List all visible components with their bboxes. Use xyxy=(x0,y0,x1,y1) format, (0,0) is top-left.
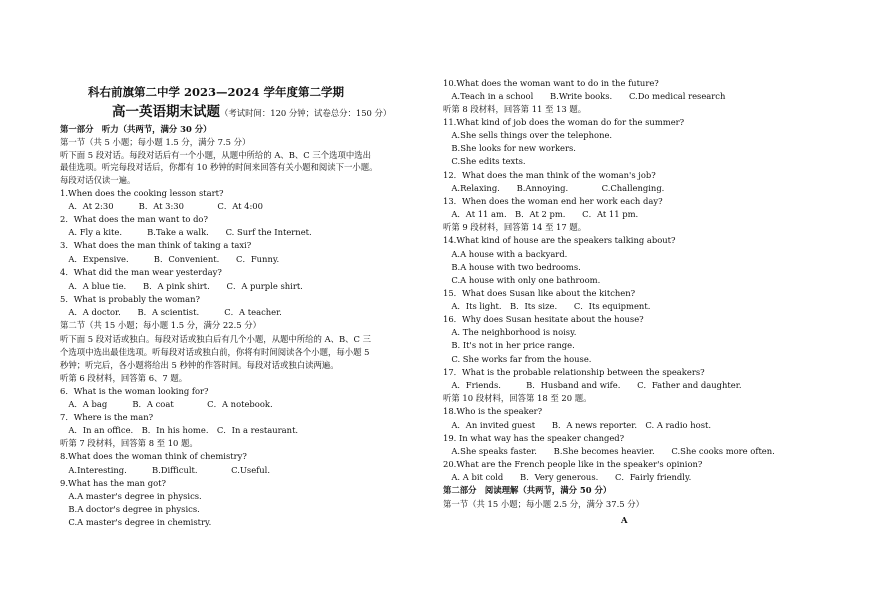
passage-note: 听第 7 段材料，回答第 8 至 10 题。 xyxy=(60,438,198,448)
answer-option: C. She works far from the house. xyxy=(443,354,592,364)
answer-options: A．A bag B．A coat C．A notebook. xyxy=(60,399,273,409)
instruction-line: 秒钟；听完后，各小题将给出 5 秒钟的作答时间。每段对话或独白读两遍。 xyxy=(60,360,339,370)
answer-options: A.Teach in a school B.Write books. C.Do medical research xyxy=(443,91,726,101)
passage-note: 听第 6 段材料，回答第 6、7 题。 xyxy=(60,373,188,383)
answer-options: A．A doctor. B．A scientist. C．A teacher. xyxy=(60,307,282,317)
answer-options: A．At 11 am. B．At 2 pm. C．At 11 pm. xyxy=(443,209,639,219)
question-text: 15．What does Susan like about the kitchen? xyxy=(443,288,636,298)
question-text: 13．When does the woman end her work each day? xyxy=(443,196,663,206)
answer-options: A. A bit cold B．Very generous. C．Fairly friendly. xyxy=(443,472,692,482)
exam-title-text: 高一英语期末试题 xyxy=(112,104,220,120)
question-text: 17．What is the probable relationship between the speakers? xyxy=(443,367,705,377)
question-text: 19. In what way has the speaker changed? xyxy=(443,433,625,443)
answer-options: A．Expensive. B．Convenient. C．Funny. xyxy=(60,254,280,264)
answer-options: A. Fly a kite. B.Take a walk. C. Surf the Internet. xyxy=(60,227,312,237)
question-text: 18.Who is the speaker? xyxy=(443,406,543,416)
answer-option: C.A master's degree in chemistry. xyxy=(60,517,212,527)
section-subheading: 第二节（共 15 小题；每小题 1.5 分，满分 22.5 分） xyxy=(60,320,261,330)
instruction-line: 每段对话仅读一遍。 xyxy=(60,175,136,185)
question-text: 6．What is the woman looking for? xyxy=(60,386,209,396)
answer-option: B.She looks for new workers. xyxy=(443,143,576,153)
question-text: 20.What are the French people like in the speaker's opinion? xyxy=(443,459,703,469)
answer-option: A. The neighborhood is noisy. xyxy=(443,327,577,337)
section-subheading: 第一节（共 15 小题；每小题 2.5 分，满分 37.5 分） xyxy=(443,499,644,509)
answer-options: A．Its light. B．Its size. C．Its equipment. xyxy=(443,301,651,311)
school-title: 科右前旗第二中学 2023—2024 学年度第二学期 xyxy=(88,85,345,99)
answer-options: A．At 2:30 B．At 3:30 C．At 4:00 xyxy=(60,201,263,211)
passage-note: 听第 10 段材料，回答第 18 至 20 题。 xyxy=(443,393,592,403)
answer-option: B.A house with two bedrooms. xyxy=(443,262,581,272)
answer-option: A.A master's degree in physics. xyxy=(60,491,202,501)
answer-options: A．A blue tie. B．A pink shirt. C．A purple shirt. xyxy=(60,281,303,291)
answer-option: A.She sells things over the telephone. xyxy=(443,130,613,140)
section-heading: 第一部分 听力（共两节，满分 30 分） xyxy=(60,124,212,134)
question-text: 5．What is probably the woman? xyxy=(60,294,200,304)
question-text: 10.What does the woman want to do in the future? xyxy=(443,78,659,88)
instruction-line: 个选项中选出最佳选项。听每段对话或独白前，你将有时间阅读各个小题，每小题 5 xyxy=(60,347,370,357)
question-text: 3．What does the man think of taking a taxi? xyxy=(60,240,252,250)
question-text: 7．Where is the man? xyxy=(60,412,154,422)
answer-options: A.Relaxing. B.Annoying. C.Challenging. xyxy=(443,183,665,193)
answer-options: A．An invited guest B．A news reporter. C. A radio host. xyxy=(443,420,712,430)
instruction-line: 最佳选项。听完每段对话后，你都有 10 秒钟的时间来回答有关小题和阅读下一小题。 xyxy=(60,162,378,172)
question-text: 1.When does the cooking lesson start? xyxy=(60,188,224,198)
passage-label: A xyxy=(621,515,628,525)
instruction-line: 听下面 5 段对话或独白。每段对话或独白后有几个小题，从题中所给的 A、B、C 三 xyxy=(60,334,371,344)
question-text: 4．What did the man wear yesterday? xyxy=(60,267,222,277)
answer-options: A.Interesting. B.Difficult. C.Useful. xyxy=(60,465,270,475)
question-text: 16．Why does Susan hesitate about the house? xyxy=(443,314,644,324)
passage-note: 听第 8 段材料，回答第 11 至 13 题。 xyxy=(443,104,587,114)
section-heading: 第二部分 阅读理解（共两节，满分 50 分） xyxy=(443,485,612,495)
answer-options: A.She speaks faster. B.She becomes heavier. C.She cooks more often. xyxy=(443,446,775,456)
answer-options: A．In an office. B．In his home. C．In a restaurant. xyxy=(60,425,299,435)
question-text: 11.What kind of job does the woman do for the summer? xyxy=(443,117,685,127)
question-text: 14.What kind of house are the speakers talking about? xyxy=(443,235,676,245)
question-text: 12．What does the man think of the woman's job? xyxy=(443,170,656,180)
answer-options: A．Friends. B．Husband and wife. C．Father and daughter. xyxy=(443,380,742,390)
exam-title xyxy=(112,104,391,121)
question-text: 8.What does the woman think of chemistry? xyxy=(60,451,247,461)
question-text: 2．What does the man want to do? xyxy=(60,214,208,224)
instruction-line: 听下面 5 段对话。每段对话后有一个小题，从题中所给的 A、B、C 三个选项中选出 xyxy=(60,150,371,160)
answer-option: C.She edits texts. xyxy=(443,156,526,166)
answer-option: B. It's not in her price range. xyxy=(443,340,575,350)
exam-note: （考试时间：120 分钟；试卷总分：150 分） xyxy=(220,108,392,118)
question-text: 9.What has the man got? xyxy=(60,478,166,488)
answer-option: A.A house with a backyard. xyxy=(443,249,568,259)
passage-note: 听第 9 段材料，回答第 14 至 17 题。 xyxy=(443,222,587,232)
answer-option: C.A house with only one bathroom. xyxy=(443,275,601,285)
section-subheading: 第一节（共 5 小题；每小题 1.5 分，满分 7.5 分） xyxy=(60,137,251,147)
answer-option: B.A doctor's degree in physics. xyxy=(60,504,200,514)
